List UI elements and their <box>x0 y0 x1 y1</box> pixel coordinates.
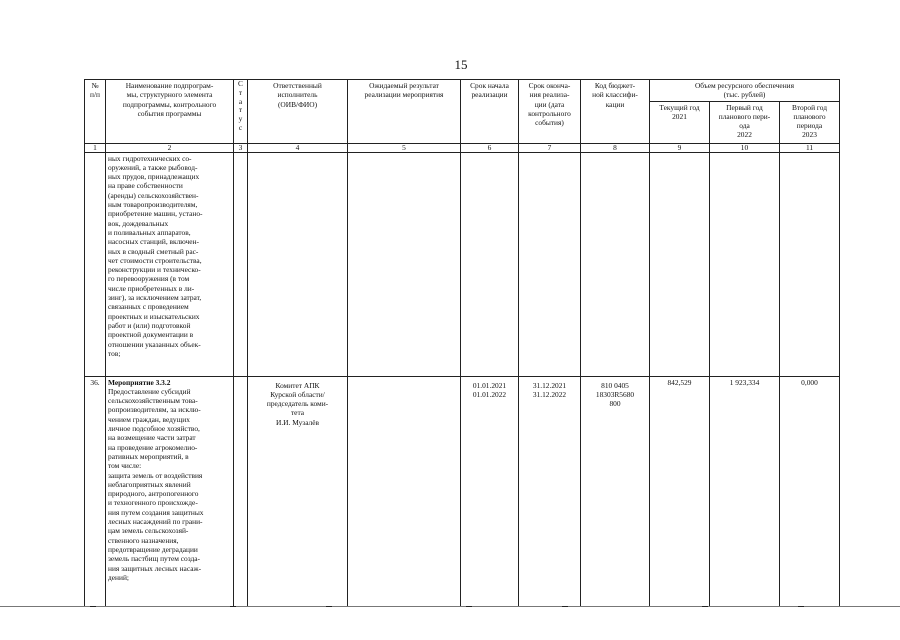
table-row <box>85 376 840 606</box>
column-number: 5 <box>348 143 461 152</box>
header-status-letters <box>234 80 247 133</box>
status-letter: а <box>238 96 243 106</box>
text-line: зинг), за исключением затрат, <box>108 293 202 303</box>
status-letter: с <box>238 122 243 132</box>
column-number: 3 <box>234 143 248 152</box>
text-line: на возмещение части затрат <box>108 433 196 443</box>
row-funding-2023: 0,000 <box>780 376 840 606</box>
row-number <box>85 152 106 376</box>
row-result <box>348 152 461 376</box>
row-result <box>348 376 461 606</box>
text-line: приобретение машин, устано- <box>108 209 203 219</box>
row-end <box>519 152 581 376</box>
header-first-plan-year: Первый год планового пери- ода 2022 <box>710 101 780 143</box>
text-line: го перевооружения (в том <box>108 274 190 284</box>
text-line: сельскохозяйственным това- <box>108 396 198 406</box>
start-date: 01.01.2021 <box>472 380 507 390</box>
text-line: работ и (или) подготовкой <box>108 320 191 330</box>
header-funding: Объем ресурсного обеспечения (тыс. рублей) <box>650 80 840 102</box>
row-status <box>234 376 248 606</box>
text-line: проектных и изыскательских <box>108 311 200 321</box>
row-end <box>519 376 581 606</box>
column-number-row <box>85 143 840 152</box>
scan-bottom-edge <box>0 606 900 607</box>
row-code <box>581 376 650 606</box>
text-line: природного, антропогенного <box>108 489 199 499</box>
row-executor <box>248 152 348 376</box>
text-line: чением граждан, ведущих <box>108 414 190 424</box>
row-title: Мероприятие 3.3.2 <box>108 377 171 387</box>
status-letter: т <box>238 87 243 97</box>
text-line: ративных мероприятий, в <box>108 451 189 461</box>
status-letter: С <box>238 79 243 88</box>
text-line: предотвращение деградации <box>108 544 198 554</box>
text-line: ропроизводителям, за исклю- <box>108 405 201 415</box>
row-name-text <box>108 387 231 582</box>
header-executor: Ответственный исполнитель (ОИВ/ФИО) <box>248 80 348 144</box>
text-line: ных прудов, принадлежащих <box>108 172 200 182</box>
text-line: дений; <box>108 572 129 582</box>
end-date: 31.12.2022 <box>532 389 567 399</box>
row-funding-2021: 842,529 <box>650 376 710 606</box>
column-number: 7 <box>519 143 581 152</box>
row-funding-2023 <box>780 152 840 376</box>
row-number: 36. <box>85 376 106 606</box>
header-start: Срок начала реализации <box>461 80 519 144</box>
row-funding-2022 <box>710 152 780 376</box>
text-line: (аренды) сельскохозяйствен- <box>108 190 199 200</box>
end-date: 31.12.2021 <box>532 380 567 390</box>
header-code: Код бюджет- ной классифи- кации <box>581 80 650 144</box>
row-status <box>234 152 248 376</box>
text-line: чет стоимости строительства, <box>108 255 202 265</box>
text-line: ния защитных лесных насаж- <box>108 563 202 573</box>
text-line: том числе: <box>108 461 142 471</box>
text-line: защита земель от воздействия <box>108 470 203 480</box>
column-number: 4 <box>248 143 348 152</box>
budget-code-line: 810 0405 <box>601 380 629 390</box>
header-name: Наименование подпрограм- мы, структурного элемента подпрограммы, контрольного события программы <box>106 80 234 144</box>
text-line: реконструкции и техническо- <box>108 265 201 275</box>
header-result: Ожидаемый результат реализации мероприятия <box>348 80 461 144</box>
text-line: лесных насаждений по грани- <box>108 517 203 527</box>
resource-table <box>84 79 840 607</box>
header-status <box>234 80 248 144</box>
text-line: оружений, а также рыбовод- <box>108 162 198 172</box>
header-end: Срок оконча- ния реализа- ции (дата контрольного события) <box>519 80 581 144</box>
table-row <box>85 152 840 376</box>
column-number: 11 <box>780 143 840 152</box>
text-line: ных гидротехнических со- <box>108 153 192 163</box>
text-line: на проведение агрокомелио- <box>108 442 198 452</box>
text-line: личное подсобное хозяйство, <box>108 424 200 434</box>
text-line: Предоставление субсидий <box>108 386 191 396</box>
row-start <box>461 152 519 376</box>
row-funding-2022: 1 923,334 <box>710 376 780 606</box>
text-line: и техногенного происхожде- <box>108 498 198 508</box>
text-line: земель пастбищ путем созда- <box>108 554 201 564</box>
row-name <box>106 152 234 376</box>
text-line: отношении указанных объек- <box>108 339 201 349</box>
text-line: на праве собственности <box>108 181 183 191</box>
text-line: тов; <box>108 348 121 358</box>
header-num: № п/п <box>85 80 106 144</box>
column-number: 10 <box>710 143 780 152</box>
text-line: ния путем создания защитных <box>108 507 204 517</box>
text-line: ных в сводный сметный рас- <box>108 246 199 256</box>
text-line: числе приобретенных в ли- <box>108 283 195 293</box>
header-second-plan-year: Второй год планового периода 2023 <box>780 101 840 143</box>
row-name-text <box>108 154 231 359</box>
start-date: 01.01.2022 <box>472 389 507 399</box>
column-number: 9 <box>650 143 710 152</box>
row-executor: Комитет АПК Курской области/ председатель коми- тета И.И. Музалёв <box>248 376 348 606</box>
column-number: 8 <box>581 143 650 152</box>
text-line: насосных станций, включен- <box>108 237 199 247</box>
text-line: и поливальных аппаратов, <box>108 227 191 237</box>
text-line: ным товаропроизводителям, <box>108 200 198 210</box>
column-number: 1 <box>85 143 106 152</box>
text-line: цам земель сельскохозяй- <box>108 526 189 536</box>
column-number: 6 <box>461 143 519 152</box>
text-line: проектной документации в <box>108 330 194 340</box>
budget-code-line: 18303R5680 <box>595 389 635 399</box>
row-code <box>581 152 650 376</box>
text-line: ственного назначения, <box>108 535 179 545</box>
budget-code-line: 800 <box>609 399 621 409</box>
text-line: неблагоприятных явлений <box>108 479 191 489</box>
text-line: вок, дождевальных <box>108 218 169 228</box>
row-funding-2021 <box>650 152 710 376</box>
column-number: 2 <box>106 143 234 152</box>
row-name <box>106 376 234 606</box>
status-letter: у <box>238 114 243 124</box>
row-start <box>461 376 519 606</box>
header-row <box>85 80 840 102</box>
header-current-year: Текущий год 2021 <box>650 101 710 143</box>
status-letter: т <box>238 105 243 115</box>
text-line: связанных с проведением <box>108 302 189 312</box>
page-number: 15 <box>454 57 468 72</box>
